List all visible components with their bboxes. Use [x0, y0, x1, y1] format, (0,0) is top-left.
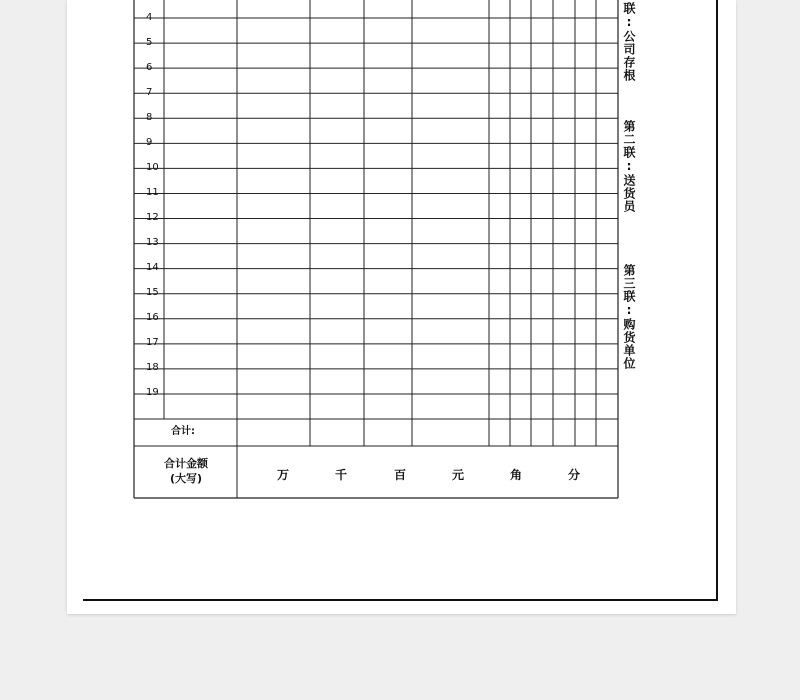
copy-note-delivery-person: 第二联:送货员: [622, 120, 636, 213]
row-number: 14: [146, 262, 159, 274]
row-number: 9: [146, 136, 153, 148]
row-number: 19: [146, 387, 159, 399]
unit-fen: 分: [567, 468, 581, 482]
unit-qian: 千: [334, 468, 348, 482]
amount-in-words-label: [135, 446, 237, 498]
row-number: 8: [146, 111, 153, 123]
copy-note-buyer: 第三联:购货单位: [622, 264, 636, 370]
row-number: 18: [146, 362, 159, 374]
row-number: 6: [146, 61, 153, 73]
row-number: 13: [146, 237, 159, 249]
row-number: 7: [146, 86, 153, 98]
row-number: 5: [146, 36, 153, 48]
row-number: 12: [146, 212, 159, 224]
row-number: 10: [146, 161, 159, 173]
row-number: 16: [146, 312, 159, 324]
row-number: 11: [146, 186, 159, 198]
unit-bai: 百: [393, 468, 407, 482]
unit-yuan: 元: [451, 468, 465, 482]
row-number: 17: [146, 337, 159, 349]
unit-wan: 万: [276, 468, 290, 482]
row-number: 4: [146, 11, 153, 23]
copy-note-company-stub: 联:公司存根: [622, 2, 636, 82]
amount-label-line1: 合计金额: [164, 457, 208, 471]
row-number: 15: [146, 287, 159, 299]
total-label: 合计:: [171, 426, 195, 437]
amount-label-line2: (大写): [169, 472, 203, 485]
unit-jiao: 角: [509, 468, 523, 482]
